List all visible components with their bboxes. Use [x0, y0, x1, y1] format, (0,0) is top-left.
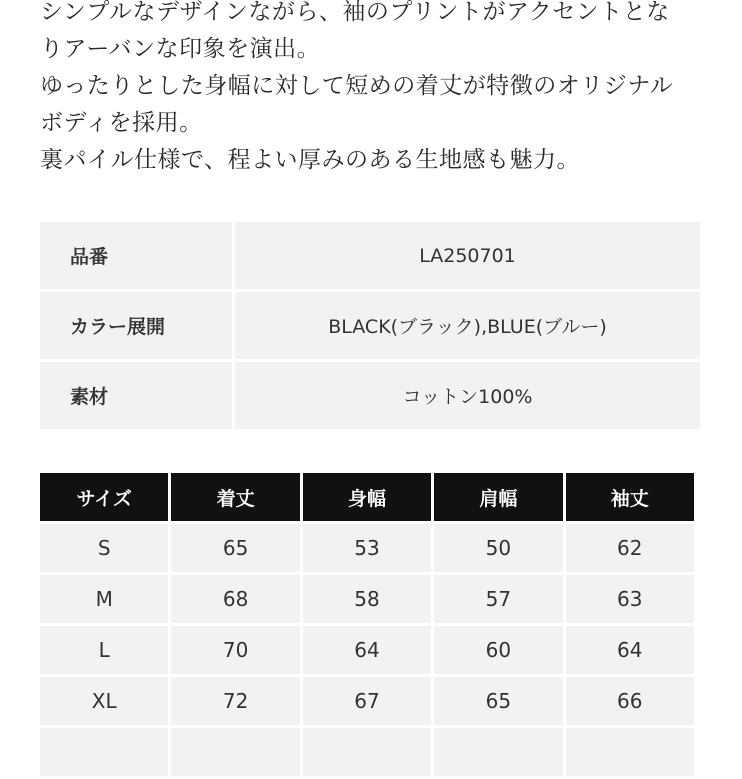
- table-cell: 64: [303, 626, 431, 674]
- column-header-shoulder: 肩幅: [434, 473, 562, 521]
- spec-row-product-number: [40, 222, 700, 289]
- description-line: 裏パイル仕様で、程よい厚みのある生地感も魅力。: [40, 147, 581, 173]
- product-description: [40, 0, 720, 179]
- spec-row-material: [40, 362, 700, 429]
- table-cell: 53: [303, 524, 431, 572]
- table-cell: 57: [434, 575, 562, 623]
- table-cell: 66: [566, 677, 694, 725]
- table-cell: 67: [303, 677, 431, 725]
- spec-label: 品番: [40, 222, 235, 289]
- table-cell: XL: [40, 677, 168, 725]
- table-cell: 50: [434, 524, 562, 572]
- size-table: [37, 470, 697, 779]
- table-row: [40, 524, 694, 572]
- size-table-header: [40, 473, 694, 521]
- spec-row-colors: [40, 292, 700, 359]
- table-cell: 68: [171, 575, 299, 623]
- column-header-width: 身幅: [303, 473, 431, 521]
- table-cell: 58: [303, 575, 431, 623]
- table-row: [40, 575, 694, 623]
- table-cell: S: [40, 524, 168, 572]
- table-cell: 60: [434, 626, 562, 674]
- table-cell: 70: [171, 626, 299, 674]
- table-cell: L: [40, 626, 168, 674]
- spec-value: コットン100%: [235, 362, 700, 429]
- table-row: [40, 626, 694, 674]
- column-header-sleeve: 袖丈: [566, 473, 694, 521]
- table-cell: 65: [434, 677, 562, 725]
- column-header-length: 着丈: [171, 473, 299, 521]
- table-cell: M: [40, 575, 168, 623]
- spec-value: LA250701: [235, 222, 700, 289]
- table-cell: 64: [566, 626, 694, 674]
- description-line: りアーバンな印象を演出。: [40, 36, 321, 62]
- spec-label: 素材: [40, 362, 235, 429]
- description-line: ボディを採用。: [40, 110, 203, 136]
- spec-table: [40, 219, 700, 432]
- description-line: ゆったりとした身幅に対して短めの着丈が特徴のオリジナル: [40, 73, 674, 99]
- table-cell: 65: [171, 524, 299, 572]
- spec-value: BLACK(ブラック),BLUE(ブルー): [235, 292, 700, 359]
- table-row: [40, 677, 694, 725]
- spec-label: カラー展開: [40, 292, 235, 359]
- table-cell: 72: [171, 677, 299, 725]
- table-cell: 63: [566, 575, 694, 623]
- column-header-size: サイズ: [40, 473, 168, 521]
- table-cell: 62: [566, 524, 694, 572]
- table-row-cut-off: [40, 728, 694, 776]
- description-line: シンプルなデザインながら、袖のプリントがアクセントとな: [40, 0, 670, 25]
